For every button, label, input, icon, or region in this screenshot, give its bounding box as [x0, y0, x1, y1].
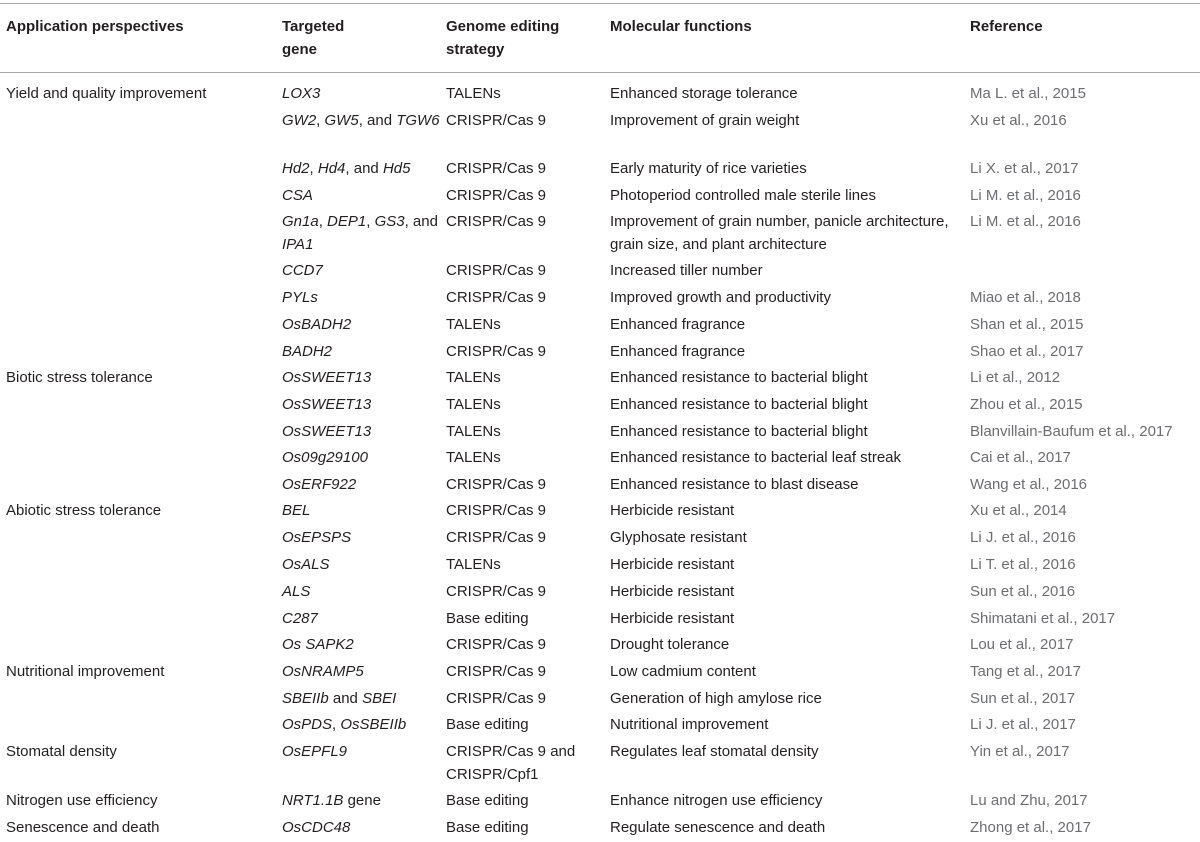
gene-name: ALS [282, 583, 311, 600]
gene-name: OsEPFL9 [282, 743, 348, 760]
gene-cell [282, 366, 442, 389]
gene-name: Os SAPK2 [282, 636, 354, 653]
gene-name: OsERF922 [282, 476, 357, 493]
gene-cell [282, 184, 442, 207]
gene-name: OsSWEET13 [282, 369, 372, 386]
gene-name: Os09g29100 [282, 449, 368, 466]
reference-cell: Sun et al., 2017 [970, 690, 1076, 707]
function-cell: Low cadmium content [610, 663, 756, 680]
gene-name: BADH2 [282, 343, 333, 360]
function-cell: Glyphosate resistant [610, 529, 747, 546]
strategy-cell: TALENs [446, 85, 501, 102]
reference-cell: Li et al., 2012 [970, 369, 1061, 386]
strategy-cell: CRISPR/Cas 9 [446, 160, 547, 177]
gene-separator: gene [343, 792, 381, 809]
reference-cell: Li X. et al., 2017 [970, 160, 1079, 177]
gene-cell [282, 82, 442, 105]
gene-name: CCD7 [282, 262, 323, 279]
function-cell: Enhanced fragrance [610, 343, 746, 360]
gene-name: OsSBEIIb [340, 716, 407, 733]
gene-cell [282, 816, 442, 839]
function-cell: Enhanced fragrance [610, 316, 746, 333]
function-cell: Improvement of grain weight [610, 112, 800, 129]
strategy-cell: CRISPR/Cas 9 [446, 583, 547, 600]
application-cell: Nitrogen use efficiency [6, 792, 158, 809]
gene-separator: , and [404, 213, 438, 230]
function-cell: Photoperiod controlled male sterile lines [610, 187, 876, 204]
gene-cell [282, 713, 442, 736]
reference-cell: Li J. et al., 2017 [970, 716, 1076, 733]
reference-cell: Cai et al., 2017 [970, 449, 1071, 466]
gene-separator: , [318, 213, 328, 230]
function-cell: Enhanced resistance to bacterial blight [610, 369, 868, 386]
reference-cell: Blanvillain-Baufum et al., 2017 [970, 423, 1173, 440]
strategy-cell: CRISPR/Cas 9 [446, 112, 547, 129]
gene-name: SBEI [362, 690, 397, 707]
gene-name: LOX3 [282, 85, 321, 102]
strategy-cell: CRISPR/Cas 9 and CRISPR/Cpf1 [446, 743, 576, 783]
strategy-cell: CRISPR/Cas 9 [446, 663, 547, 680]
header-bottom-rule [0, 72, 1200, 73]
function-cell: Regulate senescence and death [610, 819, 826, 836]
gene-name: BEL [282, 502, 311, 519]
reference-cell: Li J. et al., 2016 [970, 529, 1076, 546]
gene-name: IPA1 [282, 236, 314, 253]
reference-cell: Lou et al., 2017 [970, 636, 1074, 653]
gene-cell [282, 580, 442, 603]
gene-name: CSA [282, 187, 313, 204]
application-cell: Biotic stress tolerance [6, 369, 153, 386]
gene-name: OsEPSPS [282, 529, 352, 546]
reference-cell: Miao et al., 2018 [970, 289, 1081, 306]
strategy-cell: CRISPR/Cas 9 [446, 289, 547, 306]
gene-cell [282, 660, 442, 683]
strategy-cell: CRISPR/Cas 9 [446, 187, 547, 204]
function-cell: Nutritional improvement [610, 716, 769, 733]
gene-name: OsNRAMP5 [282, 663, 364, 680]
strategy-cell: CRISPR/Cas 9 [446, 690, 547, 707]
gene-cell [282, 393, 442, 416]
strategy-cell: CRISPR/Cas 9 [446, 262, 547, 279]
strategy-cell: Base editing [446, 792, 529, 809]
reference-cell: Shao et al., 2017 [970, 343, 1084, 360]
reference-cell: Zhong et al., 2017 [970, 819, 1091, 836]
strategy-cell: CRISPR/Cas 9 [446, 502, 547, 519]
gene-cell [282, 109, 442, 132]
gene-name: OsSWEET13 [282, 396, 372, 413]
header-function: Molecular functions [610, 18, 752, 35]
header-strategy: Genome editing strategy [446, 18, 560, 58]
function-cell: Herbicide resistant [610, 610, 735, 627]
gene-cell [282, 633, 442, 656]
gene-cell [282, 446, 442, 469]
function-cell: Herbicide resistant [610, 583, 735, 600]
gene-separator: , [366, 213, 375, 230]
reference-cell: Sun et al., 2016 [970, 583, 1076, 600]
gene-separator: and [328, 690, 363, 707]
gene-cell [282, 420, 442, 443]
gene-name: OsCDC48 [282, 819, 351, 836]
gene-separator: , [332, 716, 341, 733]
function-cell: Enhance nitrogen use efficiency [610, 792, 823, 809]
strategy-cell: TALENs [446, 369, 501, 386]
application-cell: Stomatal density [6, 743, 117, 760]
reference-cell: Shimatani et al., 2017 [970, 610, 1116, 627]
application-cell: Abiotic stress tolerance [6, 502, 162, 519]
function-cell: Early maturity of rice varieties [610, 160, 807, 177]
gene-cell [282, 210, 442, 256]
reference-cell: Li T. et al., 2016 [970, 556, 1076, 573]
application-cell: Senescence and death [6, 819, 160, 836]
strategy-cell: TALENs [446, 449, 501, 466]
strategy-cell: CRISPR/Cas 9 [446, 343, 547, 360]
gene-separator: , [316, 112, 325, 129]
strategy-cell: CRISPR/Cas 9 [446, 213, 547, 230]
gene-name: GW5 [324, 112, 359, 129]
header-gene: Targeted gene [282, 18, 345, 58]
reference-cell: Tang et al., 2017 [970, 663, 1081, 680]
reference-cell: Li M. et al., 2016 [970, 213, 1081, 230]
gene-separator: , and [358, 112, 397, 129]
function-cell: Improvement of grain number, panicle architecture, grain size, and plant architecture [610, 213, 949, 253]
gene-name: GS3 [374, 213, 405, 230]
gene-separator: , and [345, 160, 383, 177]
gene-name: NRT1.1B [282, 792, 344, 809]
reference-cell: Yin et al., 2017 [970, 743, 1070, 760]
gene-separator: , [309, 160, 318, 177]
gene-name: GW2 [282, 112, 317, 129]
gene-cell [282, 687, 442, 710]
function-cell: Regulates leaf stomatal density [610, 743, 819, 760]
function-cell: Herbicide resistant [610, 502, 735, 519]
gene-name: PYLs [282, 289, 318, 306]
reference-cell: Ma L. et al., 2015 [970, 85, 1086, 102]
gene-cell [282, 740, 442, 763]
gene-cell [282, 499, 442, 522]
gene-name: TGW6 [396, 112, 440, 129]
strategy-cell: CRISPR/Cas 9 [446, 476, 547, 493]
gene-name: DEP1 [327, 213, 367, 230]
function-cell: Enhanced resistance to bacterial blight [610, 396, 868, 413]
function-cell: Improved growth and productivity [610, 289, 831, 306]
table-top-rule [0, 3, 1200, 4]
gene-cell [282, 259, 442, 282]
gene-name: Gn1a [282, 213, 319, 230]
gene-name: Hd4 [317, 160, 346, 177]
header-application: Application perspectives [6, 18, 184, 35]
reference-cell: Xu et al., 2016 [970, 112, 1067, 129]
gene-cell [282, 313, 442, 336]
function-cell: Enhanced resistance to bacterial leaf streak [610, 449, 901, 466]
strategy-cell: CRISPR/Cas 9 [446, 529, 547, 546]
strategy-cell: Base editing [446, 819, 529, 836]
gene-name: OsPDS [282, 716, 333, 733]
strategy-cell: CRISPR/Cas 9 [446, 636, 547, 653]
strategy-cell: TALENs [446, 316, 501, 333]
application-cell: Yield and quality improvement [6, 85, 207, 102]
strategy-cell: Base editing [446, 610, 529, 627]
function-cell: Increased tiller number [610, 262, 763, 279]
reference-cell: Wang et al., 2016 [970, 476, 1088, 493]
gene-name: C287 [282, 610, 318, 627]
gene-name: OsSWEET13 [282, 423, 372, 440]
gene-cell [282, 340, 442, 363]
function-cell: Enhanced storage tolerance [610, 85, 798, 102]
gene-name: Hd2 [282, 160, 310, 177]
gene-cell [282, 607, 442, 630]
gene-cell [282, 526, 442, 549]
function-cell: Herbicide resistant [610, 556, 735, 573]
gene-cell [282, 157, 442, 180]
gene-cell [282, 553, 442, 576]
header-reference: Reference [970, 18, 1043, 35]
gene-name: OsALS [282, 556, 330, 573]
function-cell: Enhanced resistance to bacterial blight [610, 423, 868, 440]
reference-cell: Shan et al., 2015 [970, 316, 1084, 333]
gene-name: Hd5 [382, 160, 411, 177]
reference-cell: Lu and Zhu, 2017 [970, 792, 1088, 809]
function-cell: Enhanced resistance to blast disease [610, 476, 859, 493]
gene-cell [282, 286, 442, 309]
function-cell: Drought tolerance [610, 636, 730, 653]
reference-cell: Zhou et al., 2015 [970, 396, 1083, 413]
strategy-cell: TALENs [446, 423, 501, 440]
gene-cell [282, 789, 442, 812]
reference-cell: Li M. et al., 2016 [970, 187, 1081, 204]
strategy-cell: TALENs [446, 556, 501, 573]
application-cell: Nutritional improvement [6, 663, 165, 680]
gene-name: SBEIIb [282, 690, 329, 707]
gene-cell [282, 473, 442, 496]
strategy-cell: TALENs [446, 396, 501, 413]
function-cell: Generation of high amylose rice [610, 690, 822, 707]
strategy-cell: Base editing [446, 716, 529, 733]
gene-name: OsBADH2 [282, 316, 352, 333]
reference-cell: Xu et al., 2014 [970, 502, 1067, 519]
